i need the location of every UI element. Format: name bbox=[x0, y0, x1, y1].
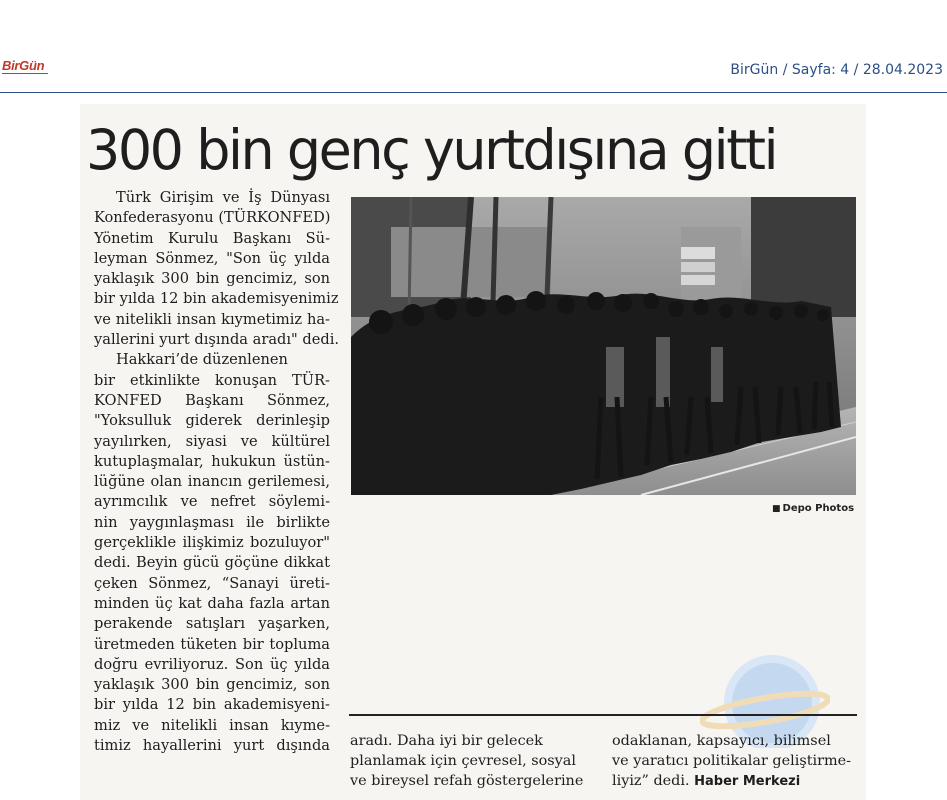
headline: 300 bin genç yurtdışına gitti bbox=[86, 118, 777, 182]
article-line: gerçeklikle ilişkimiz bozuluyor" bbox=[94, 534, 330, 552]
page-info: BirGün / Sayfa: 4 / 28.04.2023 bbox=[730, 62, 943, 78]
article-line: lüğüne olan inancın gerilemesi, bbox=[94, 473, 330, 491]
article-line: yaklaşık 300 bin gencimiz, son bbox=[94, 676, 330, 694]
article-line: çeken Sönmez, “Sanayi üreti- bbox=[94, 574, 330, 592]
article-line: perakende satışları yaşarken, bbox=[94, 615, 330, 633]
article-line: bir yılda 12 bin akademisyeni- bbox=[94, 696, 330, 714]
article-line: kutuplaşmalar, hukukun üstün- bbox=[94, 452, 330, 470]
article-line: ve yaratıcı politikalar geliştirme- bbox=[612, 753, 852, 770]
news-photo bbox=[351, 197, 856, 495]
article-line: ve bireysel refah göstergelerine bbox=[350, 773, 584, 790]
article-line: Hakkari’de düzenlenen bbox=[116, 351, 288, 369]
article-line: bir etkinlikte konuşan TÜR- bbox=[94, 371, 330, 389]
article-line: minden üç kat daha fazla artan bbox=[94, 594, 330, 612]
photo-credit: ■ Depo Photos bbox=[772, 503, 855, 514]
article-column-2 bbox=[350, 731, 588, 792]
article-line: miz ve nitelikli insan kıyme- bbox=[94, 716, 330, 734]
article-line: liyiz” dedi. Haber Merkezi bbox=[612, 773, 801, 790]
column-divider-rule bbox=[349, 714, 857, 716]
article-line: üretmeden tüketen bir topluma bbox=[94, 635, 330, 653]
byline: Haber Merkezi bbox=[694, 774, 801, 790]
article-line: dedi. Beyin gücü göçüne dikkat bbox=[94, 554, 330, 572]
article-line: odaklanan, kapsayıcı, bilimsel bbox=[612, 733, 831, 749]
article-line: nin yaygınlaşması ile birlikte bbox=[94, 513, 330, 531]
article-line: doğru evriliyoruz. Son üç yılda bbox=[94, 655, 330, 673]
article-line: Türk Girişim ve İş Dünyası bbox=[116, 189, 330, 206]
article-line: ayrımcılık ve nefret söylemi- bbox=[94, 493, 330, 511]
article-line: leyman Sönmez, "Son üç yılda bbox=[94, 249, 330, 267]
article-line: planlamak için çevresel, sosyal bbox=[350, 753, 576, 770]
article-column-1 bbox=[94, 188, 340, 756]
article-line: ve nitelikli insan kıymetimiz ha- bbox=[94, 310, 330, 328]
queue-photo-illustration bbox=[351, 197, 856, 495]
camera-icon: ■ bbox=[772, 504, 781, 514]
article-line: yaklaşık 300 bin gencimiz, son bbox=[94, 270, 330, 288]
article-line: Konfederasyonu (TÜRKONFED) bbox=[94, 209, 331, 227]
article-line: timiz hayallerini yurt dışında bbox=[94, 737, 330, 755]
article-line: yayılırken, siyasi ve kültürel bbox=[94, 432, 330, 450]
header-divider bbox=[0, 92, 947, 93]
article-column-3 bbox=[612, 731, 854, 793]
article-line: bir yılda 12 bin akademisyenimiz bbox=[94, 290, 339, 308]
newspaper-logo: BirGün bbox=[2, 58, 45, 73]
article-line: "Yoksulluk giderek derinleşip bbox=[94, 412, 330, 430]
article-line: aradı. Daha iyi bir gelecek bbox=[350, 733, 543, 749]
article-line: KONFED Başkanı Sönmez, bbox=[94, 391, 330, 409]
logo-underline bbox=[2, 73, 48, 74]
article-line: Yönetim Kurulu Başkanı Sü- bbox=[94, 229, 330, 247]
article-line: yallerini yurt dışında aradı" dedi. bbox=[94, 331, 340, 349]
